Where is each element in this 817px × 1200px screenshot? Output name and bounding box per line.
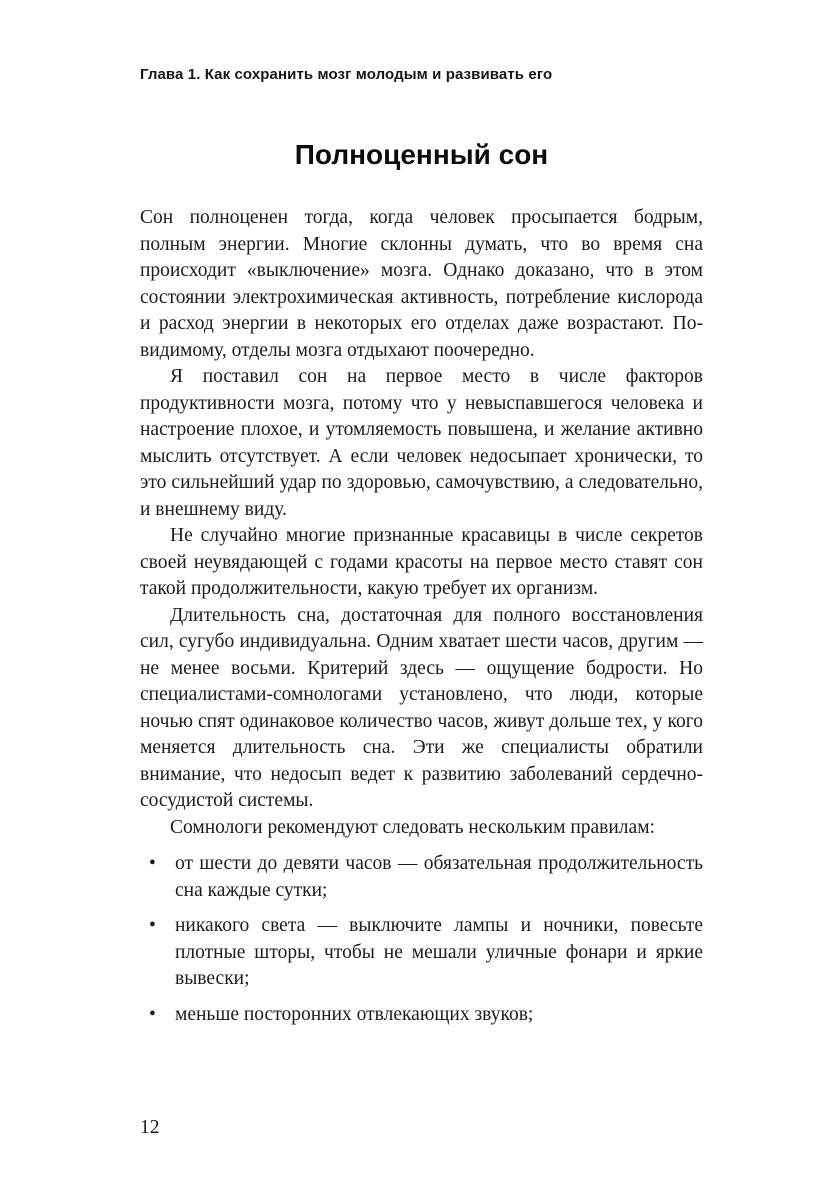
body-paragraph: Длительность сна, достаточная для полного восстановления сил, сугубо индивидуальна. Одним хватает шести часов, другим — не менее восьми. Критерий здесь — ощущение бодрости. Но специалистами-сомнологами установлено, что люди, которые ночью спят одинаковое количество часов, живут дольше тех, у кого меняется длительность сна. Эти же специалисты обратили внимание, что недосып ведет к развитию заболеваний сердечно-сосудистой системы. (140, 604, 703, 811)
page-content (140, 66, 703, 1037)
list-item-text: никакого света — выключите лампы и ночники, повесьте плотные шторы, чтобы не мешали уличные фонари и яркие вывески; (175, 915, 703, 989)
page-title: Полноценный сон (294, 139, 549, 170)
running-head: Глава 1. Как сохранить мозг молодым и развивать его (140, 66, 553, 83)
list-item-text: от шести до девяти часов — обязательная продолжительность сна каждые сутки; (175, 853, 703, 901)
body-paragraph: Не случайно многие признанные красавицы в числе секретов своей неувядающей с годами красоты на первое место ставят сон такой продолжительности, какую требует их организм. (140, 525, 703, 599)
list-item (140, 851, 703, 904)
list-item (140, 1002, 703, 1029)
page-number: 12 (140, 1117, 160, 1138)
body-paragraph: Я поставил сон на первое место в числе факторов продуктивности мозга, потому что у невыспавшегося человека и настроение плохое, и утомляемость повышена, и желание активно мыслить отсутствует. А если человек недосыпает хронически, то это сильнейший удар по здоровью, самочувствию, а следовательно, и внешнему виду. (140, 366, 703, 520)
bullet-list (140, 851, 703, 1028)
bullet-icon: • (149, 1003, 156, 1025)
body-paragraph: Сомнологи рекомендуют следовать нескольким правилам: (170, 816, 655, 838)
body-paragraph: Сон полноценен тогда, когда человек просыпается бодрым, полным энергии. Многие склонны думать, что во время сна происходит «выключение» мозга. Однако доказано, что в этом состоянии электрохимическая активность, потребление кислорода и расход энергии в некоторых его отделах даже возрастают. По-видимому, отделы мозга отдыхают поочередно. (140, 207, 703, 361)
list-item-text: меньше посторонних отвлекающих звуков; (175, 1003, 534, 1025)
bullet-icon: • (149, 915, 156, 936)
list-item (140, 913, 703, 993)
bullet-icon: • (149, 853, 156, 874)
body-text (140, 205, 703, 841)
